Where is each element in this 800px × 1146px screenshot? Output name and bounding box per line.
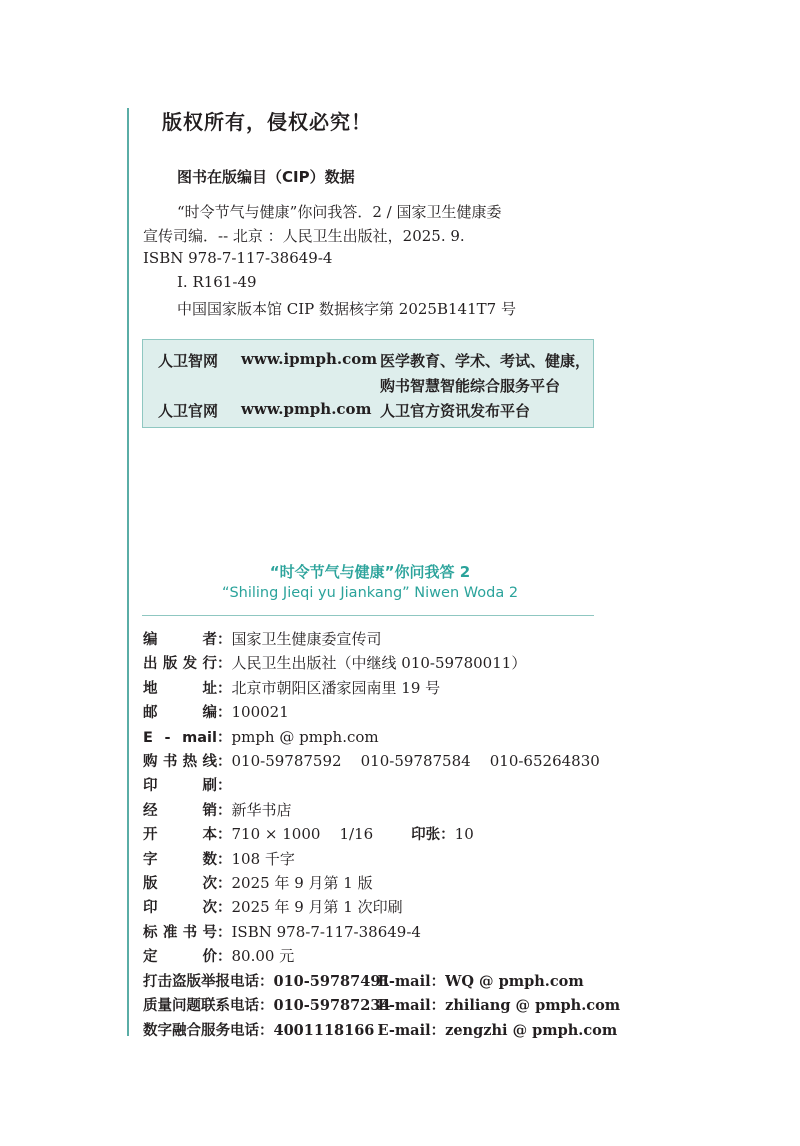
detail-colon: ：	[217, 900, 232, 917]
detail-row	[143, 921, 421, 943]
cip-title: 图书在版编目（CIP）数据	[177, 168, 355, 186]
contact-row	[143, 1019, 617, 1041]
cip-line-1: “时令节气与健康”你问我答．2 / 国家卫生健康委	[177, 203, 502, 221]
site-desc-1b: 购书智慧智能综合服务平台	[380, 377, 561, 395]
contact-email-label: E-mail：	[377, 973, 446, 990]
detail-row	[143, 848, 295, 870]
detail-label: E - mail	[143, 729, 217, 746]
detail-row	[143, 896, 403, 918]
site-desc-1a: 医学教育、学术、考试、健康，	[380, 352, 591, 370]
detail-value: 2025 年 9 月第 1 次印刷	[231, 898, 403, 917]
detail-row	[143, 750, 600, 772]
detail-colon: ：	[217, 851, 232, 868]
detail-label: 标准书号	[143, 924, 217, 941]
detail-label: 经销	[143, 802, 217, 819]
title-divider	[142, 615, 594, 616]
contact-email[interactable]: zhiliang @ pmph.com	[445, 997, 621, 1015]
detail-colon: ：	[217, 705, 232, 722]
detail-colon: ：	[217, 876, 232, 892]
detail-row	[143, 677, 440, 699]
contact-email-label: E-mail：	[377, 1021, 446, 1039]
detail-label: 地址	[143, 680, 217, 697]
detail-label: 开本	[143, 827, 217, 844]
site-url-2[interactable]: www.pmph.com	[241, 400, 372, 418]
detail-value: 新华书店	[231, 800, 292, 819]
detail-value: ISBN 978-7-117-38649-4	[231, 922, 421, 941]
detail-value: pmph @ pmph.com	[231, 727, 379, 746]
detail-label: 购书热线	[143, 754, 217, 770]
detail-colon: ：	[217, 754, 232, 770]
detail-row	[143, 701, 289, 723]
detail-label: 邮编	[143, 705, 217, 722]
contact-label: 质量问题联系电话：	[143, 998, 274, 1015]
detail-row	[143, 945, 294, 967]
site-desc-2: 人卫官方资讯发布平台	[380, 402, 531, 420]
detail-colon: ：	[217, 949, 232, 966]
contact-row	[143, 994, 620, 1016]
detail-colon: ：	[217, 680, 232, 697]
copyright-notice: 版权所有，侵权必究！	[162, 110, 372, 134]
detail-row	[143, 774, 232, 796]
detail-colon: ：	[217, 729, 232, 746]
contact-phone: 4001118166	[273, 1021, 375, 1039]
sheet-value: 10	[454, 825, 474, 844]
site-name-2: 人卫官网	[158, 402, 219, 420]
contact-email[interactable]: zengzhi @ pmph.com	[445, 1021, 618, 1039]
cip-line-3: ISBN 978-7-117-38649-4	[143, 249, 333, 267]
detail-row	[143, 799, 292, 821]
detail-colon: ：	[217, 827, 232, 844]
detail-colon: ：	[217, 632, 232, 648]
detail-value: 国家卫生健康委宣传司	[231, 630, 382, 648]
contact-phone: 010-59787491	[273, 973, 391, 990]
contact-row	[143, 970, 584, 992]
detail-label: 定价	[143, 949, 217, 966]
website-info-box	[142, 339, 594, 428]
detail-value: 108 千字	[231, 849, 295, 868]
detail-label: 印次	[143, 900, 217, 917]
book-title-en: “Shiling Jieqi yu Jiankang” Niwen Woda 2	[221, 585, 519, 601]
detail-row	[143, 726, 379, 748]
detail-value: 80.00 元	[231, 947, 295, 966]
detail-label: 编者	[143, 632, 217, 648]
detail-label: 版次	[143, 876, 217, 892]
detail-value: 710 × 1000 1/16	[231, 825, 374, 844]
book-title-cn: “时令节气与健康”你问我答 2	[269, 563, 471, 581]
cip-line-2: 宣传司编．-- 北京 ：人民卫生出版社，2025. 9.	[143, 227, 465, 245]
detail-row	[143, 628, 382, 650]
cip-line-5: 中国国家版本馆 CIP 数据核字第 2025B141T7 号	[177, 300, 516, 318]
detail-value: 100021	[231, 703, 289, 722]
detail-row	[143, 823, 474, 845]
detail-value: 2025 年 9 月第 1 版	[231, 874, 373, 892]
detail-value: 北京市朝阳区潘家园南里 19 号	[231, 678, 441, 697]
detail-colon: ：	[217, 802, 232, 819]
contact-email-label: E-mail：	[377, 997, 446, 1015]
site-name-1: 人卫智网	[158, 352, 219, 370]
contact-label: 打击盗版举报电话：	[143, 974, 274, 990]
detail-label: 字数	[143, 851, 217, 868]
contact-label: 数字融合服务电话：	[143, 1022, 274, 1039]
detail-colon: ：	[217, 924, 232, 941]
detail-colon: ：	[217, 778, 232, 795]
contact-email[interactable]: WQ @ pmph.com	[445, 973, 584, 990]
sheet-label: 印张：	[411, 827, 455, 844]
detail-label: 印刷	[143, 778, 217, 795]
detail-colon: ：	[217, 656, 232, 673]
contact-phone: 010-59787234	[273, 997, 391, 1015]
detail-value: 人民卫生出版社（中继线 010-59780011）	[231, 654, 527, 673]
site-url-1[interactable]: www.ipmph.com	[241, 350, 378, 368]
detail-row	[143, 872, 373, 894]
detail-row	[143, 652, 526, 674]
detail-label: 出版发行	[143, 656, 217, 673]
detail-value: 010-59787592 010-59787584 010-65264830	[231, 752, 600, 770]
cip-line-4: Ⅰ. R161-49	[177, 273, 257, 291]
